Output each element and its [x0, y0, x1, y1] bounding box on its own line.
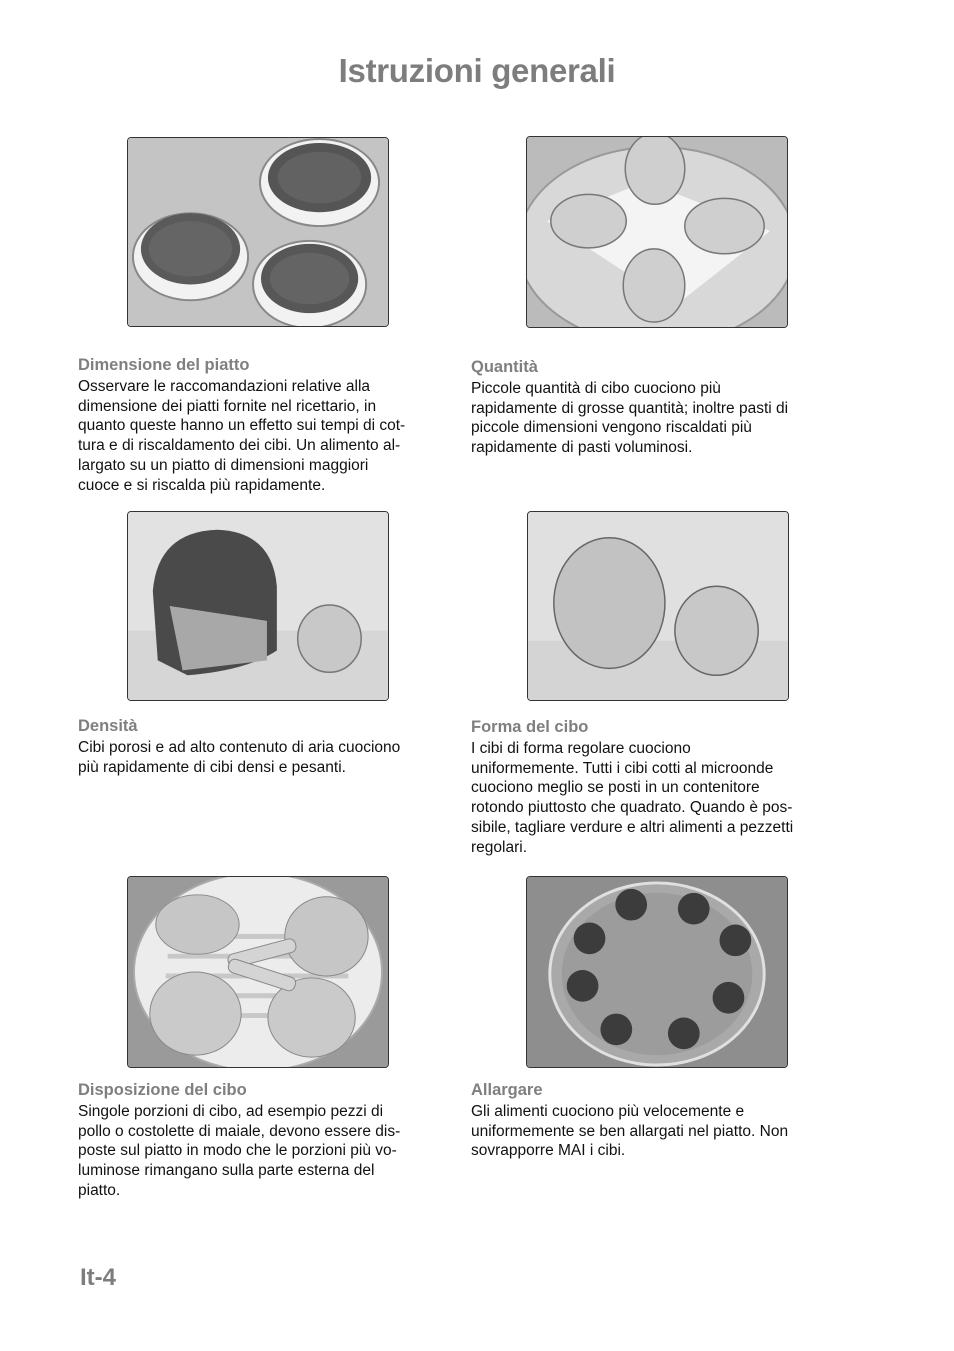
section-text: Singole porzioni di cibo, ad esempio pezzi di pollo o costolette di maiale, devono essere dis- poste sul piatto in modo che le porzioni più vo- luminose rimangano sulla parte esterna del piatto.: [78, 1103, 401, 1199]
section-text: Osservare le raccomandazioni relative alla dimensione dei piatti fornite nel ricettario, in quanto queste hanno un effetto sui tempi di cot- tura e di riscaldamento dei cibi. Un alimento al- largato su un piatto di dimensioni maggiori cuoce e si riscalda più rapidamente.: [78, 378, 406, 494]
meatballs-ring-photo: [526, 876, 788, 1068]
section-heading: Dimensione del piatto: [78, 356, 250, 374]
section-text: Piccole quantità di cibo cuociono più rapidamente di grosse quantità; inoltre pasti di piccole dimensioni vengono riscaldati più rapidamente di pasti voluminosi.: [471, 380, 789, 457]
section-text: Cibi porosi e ad alto contenuto di aria cuociono più rapidamente di cibi densi e pesanti.: [78, 739, 401, 776]
section-heading: Allargare: [471, 1081, 543, 1099]
section-spreading: [471, 1081, 841, 1161]
potatoes-shape-photo: [527, 511, 789, 701]
potatoes-plate-photo: [526, 136, 788, 328]
section-food-arrangement: [78, 1081, 448, 1201]
section-density: [78, 717, 448, 777]
ramekins-photo: [127, 137, 389, 327]
section-food-shape: [471, 718, 841, 857]
section-plate-size: [78, 356, 448, 495]
chicken-arrangement-photo: [127, 876, 389, 1068]
page-title: Istruzioni generali: [338, 52, 616, 89]
section-text: Gli alimenti cuociono più velocemente e uniformemente se ben allargati nel piatto. Non sovrapporre MAI i cibi.: [471, 1103, 789, 1160]
page-number: It-4: [80, 1264, 116, 1291]
section-text: I cibi di forma regolare cuociono uniformemente. Tutti i cibi cotti al microonde cuociono meglio se posti in un contenitore rotondo piuttosto che quadrato. Quando è pos- sibile, tagliare verdure e altri alimenti a pezzetti regolari.: [471, 740, 794, 856]
section-heading: Disposizione del cibo: [78, 1081, 247, 1099]
section-heading: Quantità: [471, 358, 538, 376]
section-heading: Densità: [78, 717, 138, 735]
bread-potato-photo: [127, 511, 389, 701]
section-quantity: [471, 358, 841, 458]
section-heading: Forma del cibo: [471, 718, 589, 736]
